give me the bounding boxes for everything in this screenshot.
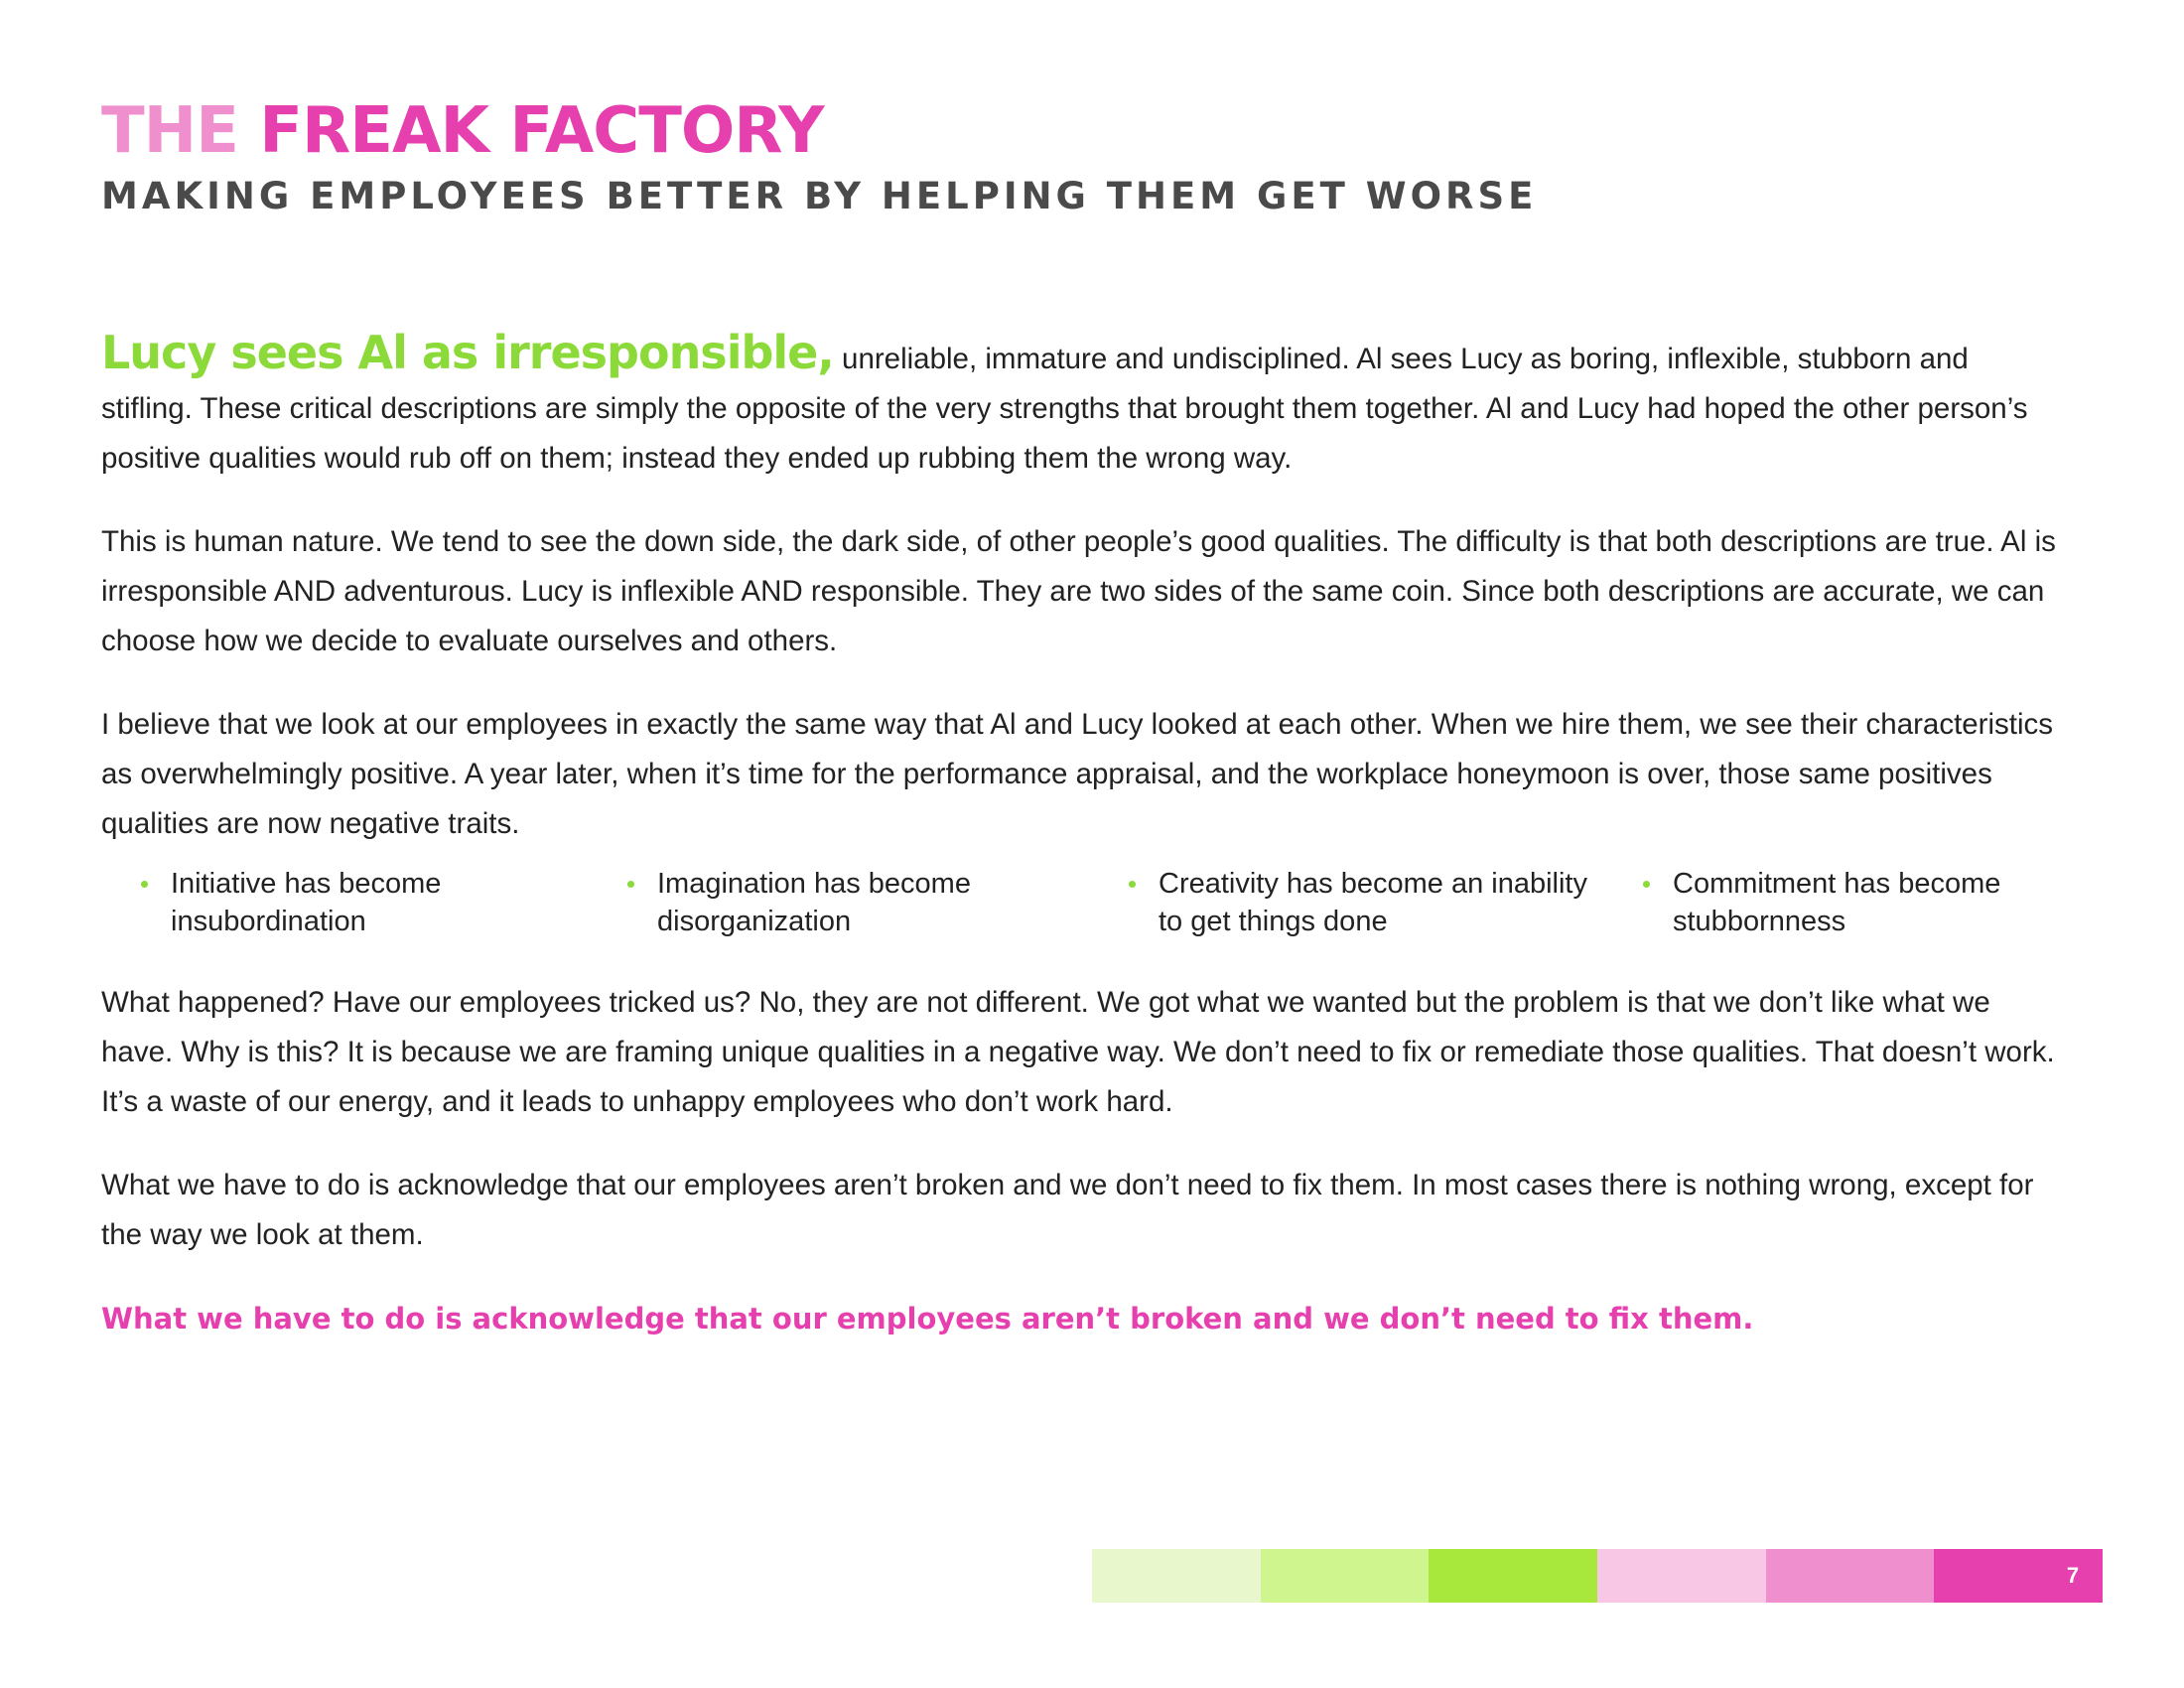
paragraph-1 [101,328,2067,484]
body-text [101,328,2067,1377]
bullet-list [101,865,2067,940]
bullet-text: Commitment has become stubbornness [1673,868,2001,937]
pull-quote: What we have to do is acknowledge that our employees aren’t broken and we don’t need to fix them. [101,1302,1754,1336]
color-swatch [1429,1549,1597,1603]
bullet-item [1603,865,2040,940]
color-swatch [1092,1549,1261,1603]
page-title [101,93,823,169]
footer-color-bar [1092,1549,2103,1603]
page-number: 7 [2066,1563,2080,1588]
paragraph-1-text: unreliable, immature and undisciplined. Al sees Lucy as boring, inflexible, stubborn and stifling. These critical descriptions are simply the opposite of the very strengths that brought them together. Al and Lucy had hoped the other person’s positive qualities would rub off on them; instead they ended up rubbing them the wrong way. [101,343,2028,475]
bullet-item [101,865,588,940]
paragraph-2: This is human nature. We tend to see the down side, the dark side, of other people’s good qualities. The difficulty is that both descriptions are true. Al is irresponsible AND adventurous. Lucy is inflexible AND responsible. They are two sides of the same coin. Since both descriptions are accurate, we can choose how we decide to evaluate ourselves and others. [101,525,2056,657]
color-swatch [1766,1549,1935,1603]
title-part-the: THE [101,94,238,168]
page-subtitle: MAKING EMPLOYEES BETTER BY HELPING THEM GET WORSE [101,175,1538,217]
bullet-item [1089,865,1603,940]
paragraph-3: I believe that we look at our employees in exactly the same way that Al and Lucy looked at each other. When we hire them, we see their characteristics as overwhelmingly positive. A year later, when it’s time for the performance appraisal, and the workplace honeymoon is over, those same positives qualities are now negative traits. [101,708,2054,840]
lead-phrase: Lucy sees Al as irresponsible, [101,326,834,379]
bullet-text: Creativity has become an inability to get things done [1159,868,1587,937]
color-swatch [1597,1549,1766,1603]
paragraph-5: What we have to do is acknowledge that our employees aren’t broken and we don’t need to fix them. In most cases there is nothing wrong, except for the way we look at them. [101,1169,2034,1251]
bullet-dot-icon [1129,881,1136,888]
bullet-text: Imagination has become disorganization [657,868,971,937]
paragraph-4: What happened? Have our employees tricked us? No, they are not different. We got what we wanted but the problem is that we don’t like what we have. Why is this? It is because we are framing unique qualities in a negative way. We don’t need to fix or remediate those qualities. That doesn’t work. It’s a waste of our energy, and it leads to unhappy employees who don’t work hard. [101,986,2055,1118]
bullet-dot-icon [141,881,148,888]
bullet-item [588,865,1089,940]
bullet-dot-icon [627,881,634,888]
color-swatch [1261,1549,1430,1603]
bullet-dot-icon [1643,881,1650,888]
title-part-freak-factory: FREAK FACTORY [259,94,824,168]
bullet-text: Initiative has become insubordination [171,868,442,937]
